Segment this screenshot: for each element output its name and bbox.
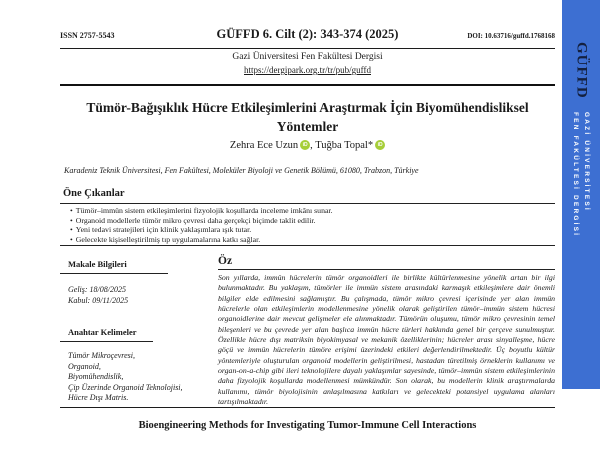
journal-url-row bbox=[60, 65, 555, 75]
keyword-item: Hücre Dışı Matris. bbox=[68, 393, 129, 403]
journal-url-link[interactable]: https://dergipark.org.tr/tr/pub/guffd bbox=[244, 65, 371, 75]
highlight-item: • Organoid modellerle tümör mikro çevresi daha gerçekçi biçimde taklit edilir. bbox=[70, 215, 316, 225]
highlight-item: • Gelecekte kişiselleştirilmiş tıp uygulamalarına katkı sağlar. bbox=[70, 234, 261, 244]
header-divider-top bbox=[60, 48, 555, 49]
abstract-text: Son yıllarda, immün hücrelerin tümör organoidleri ile birlikte kültürlenmesine yönelik artan bir ilgi bulunmaktadır. Bu yaklaşım, tümörler ile immün sistem arasındaki karmaşık etkileşimlere dair önemli bilgiler elde edilmesini sağlamıştır. Bu çalışmada, tümör mikro çevresi içerisinde yer alan immün hücrelerle olan etkileşimlerin modellenmesine yönelik olarak geliştirilen tümör–immün sistem hücresi organoidlerine dair mevcut gelişmeler ele alınmaktadır. Tümörün oluşumu, tümör mikro çevresinin temel bileşenleri ve bu çevrede yer alan başlıca immün hücre türleri hakkında genel bir çerçeve sunulmuştur. Özellikle hücre dışı matriksin biyokimyasal ve mekanik özelliklerinin; hücreler arası sinyalleşme, hücre göçü ve immün hücrelerin tümöre erişimi üzerindeki etkileri değerlendirilmektedir. Üç boyutlu kültür yöntemleriyle oluşturulan organoid modellerin geliştirilmesi, hastadan türetilmiş örneklerin kullanımı ve organ-on-a-chip gibi ileri teknolojilere dayalı yaklaşımlar sayesinde, tümör–immün sistem etkileşimlerinin daha fizyolojik koşullarda modellenmesi mümkündür. Son olarak, bu modellerin klinik araştırmalarda kullanımı, tümör biyolojisinin anlaşılmasına katkıları ve gelecekteki potansiyel uygulama alanları tartışılmaktadır. bbox=[218, 273, 555, 407]
keyword-item: Tümör Mikroçevresi, bbox=[68, 351, 135, 360]
article-info-column bbox=[60, 259, 183, 404]
article-info-underline bbox=[60, 273, 168, 274]
journal-acronym-vertical: GÜFFD bbox=[573, 42, 590, 99]
abstract-heading: Öz bbox=[218, 255, 233, 267]
article-title-en: Bioengineering Methods for Investigating Tumor-Immune Cell Interactions bbox=[138, 420, 477, 431]
highlight-item: • Tümör–immün sistem etkileşimlerini fizyolojik koşullarda inceleme imkânı sunar. bbox=[70, 206, 333, 215]
journal-side-banner bbox=[562, 0, 600, 389]
orcid-icon[interactable]: iD bbox=[300, 140, 310, 150]
journal-name-vertical-line1: GAZİ ÜNİVERSİTESİ bbox=[583, 112, 590, 212]
keywords-underline bbox=[60, 341, 153, 342]
received-date: Geliş: 18/08/2025 bbox=[68, 285, 126, 294]
author-name-1: Zehra Ece Uzun bbox=[229, 140, 299, 151]
author-separator: , bbox=[310, 140, 316, 151]
issn-label: ISSN 2757-5543 bbox=[60, 31, 115, 40]
author-name-2: Tuğba Topal* bbox=[315, 140, 374, 151]
affiliation: Karadeniz Teknik Üniversitesi, Fen Fakültesi, Moleküler Biyoloji ve Genetik Bölümü, 61080, Trabzon, Türkiye bbox=[64, 166, 419, 175]
article-info-heading: Makale Bilgileri bbox=[68, 259, 127, 269]
bullet-icon: • bbox=[70, 206, 73, 215]
orcid-icon[interactable]: iD bbox=[375, 140, 385, 150]
highlight-item: • Yeni tedavi stratejileri için klinik yaklaşımlara ışık tutar. bbox=[70, 225, 252, 235]
highlights-list bbox=[70, 206, 550, 244]
footer-divider bbox=[60, 407, 555, 408]
highlights-divider-bottom bbox=[60, 245, 555, 246]
page-header bbox=[60, 27, 555, 42]
abstract-column bbox=[218, 255, 555, 407]
bullet-icon: • bbox=[70, 225, 73, 235]
bullet-icon: • bbox=[70, 234, 73, 244]
keywords-list bbox=[60, 351, 198, 404]
article-title-tr: Tümör-Bağışıklık Hücre Etkileşimlerini Araştırmak İçin Biyomühendisliksel Yöntemler bbox=[86, 100, 529, 134]
keywords-heading: Anahtar Kelimeler bbox=[68, 327, 137, 337]
header-divider-thick bbox=[60, 84, 555, 86]
keyword-item: Biyomühendislik, bbox=[68, 372, 124, 382]
journal-name-vertical-line2: FEN FAKÜLTESİ DERGİSİ bbox=[572, 112, 579, 238]
abstract-underline bbox=[218, 269, 555, 270]
accepted-date: Kabul: 09/11/2025 bbox=[68, 296, 129, 305]
doi-label: DOI: 10.63716/guffd.1768168 bbox=[467, 32, 556, 40]
highlights-divider-top bbox=[60, 203, 555, 204]
keyword-item: Organoid, bbox=[68, 361, 101, 371]
journal-name: Gazi Üniversitesi Fen Fakültesi Dergisi bbox=[232, 52, 383, 62]
bullet-icon: • bbox=[70, 215, 73, 225]
issue-citation: GÜFFD 6. Cilt (2): 343-374 (2025) bbox=[216, 27, 399, 41]
highlights-heading: Öne Çıkanlar bbox=[63, 188, 125, 199]
keyword-item: Çip Üzerinde Organoid Teknolojisi, bbox=[68, 382, 183, 392]
authors-line bbox=[60, 140, 555, 151]
